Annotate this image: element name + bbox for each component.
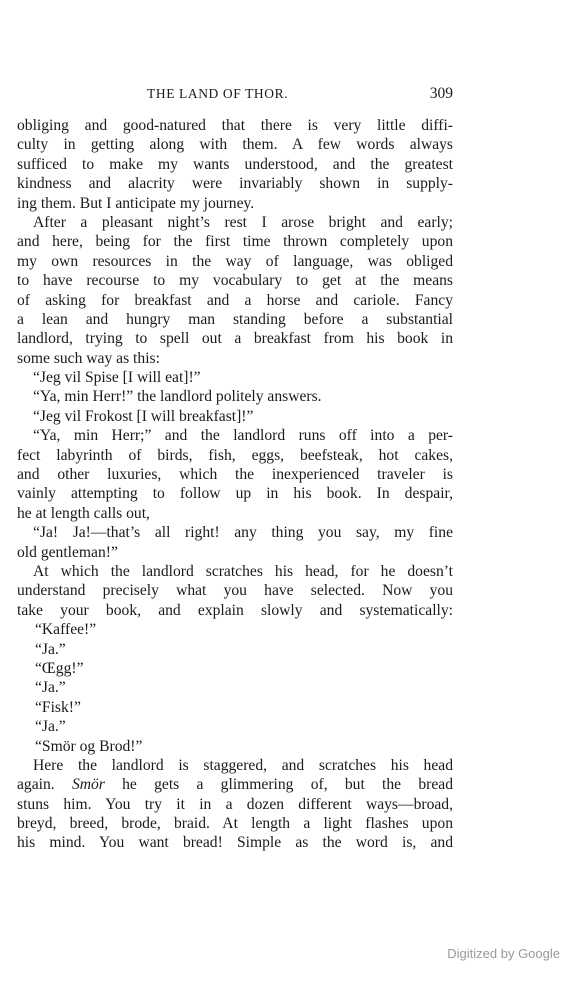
text-line: “Jeg vil Spise [I will eat]!”	[33, 369, 201, 387]
text-line: “Ja.”	[35, 718, 66, 736]
text-line: stuns him. You try it in a dozen different ways—broad,	[17, 795, 453, 813]
text-line: “Ja! Ja!—that’s all right! any thing you say, my fine	[33, 524, 453, 542]
text-line: kindness and alacrity were invariably shown in supply-	[17, 175, 453, 193]
text-line: “Ya, min Herr;” and the landlord runs off into a per-	[33, 427, 453, 445]
text-line: fect labyrinth of birds, fish, eggs, beefsteak, hot cakes,	[17, 446, 453, 464]
text-line: ing them. But I anticipate my journey.	[17, 194, 255, 212]
text-line: culty in getting along with them. A few words always	[17, 136, 453, 154]
text-line: “Ya, min Herr!” the landlord politely answers.	[33, 388, 322, 406]
text-line: old gentleman!”	[17, 543, 118, 561]
text-line: and other luxuries, which the inexperienced traveler is	[17, 466, 453, 484]
page-number: 309	[429, 85, 453, 102]
text-line: obliging and good-natured that there is very little diffi-	[17, 117, 453, 134]
text-line: At which the landlord scratches his head, for he doesn’t	[33, 562, 453, 580]
running-header	[17, 86, 453, 106]
text-line: Here the landlord is staggered, and scratches his head	[33, 756, 453, 774]
running-title: THE LAND OF THOR.	[147, 86, 289, 101]
text-line: vainly attempting to follow up in his book. In despair,	[17, 485, 453, 503]
page-body	[17, 116, 453, 853]
text-line: “Jeg vil Frokost [I will breakfast]!”	[33, 407, 254, 425]
text-line: and here, being for the first time thrown completely upon	[17, 233, 453, 251]
text-line: “Ja.”	[35, 640, 66, 658]
text-line: After a pleasant night’s rest I arose bright and early;	[33, 213, 453, 231]
text-line: he at length calls out,	[17, 504, 150, 522]
text-line: his mind. You want bread! Simple as the word is, and	[17, 834, 453, 852]
text-line: “Smör og Brod!”	[35, 737, 143, 755]
text-line: some such way as this:	[17, 349, 160, 367]
text-line: take your book, and explain slowly and systematically:	[17, 601, 453, 619]
text-line: “Œgg!”	[35, 659, 84, 677]
text-line: a lean and hungry man standing before a substantial	[17, 310, 453, 328]
text-line: again. Smör he gets a glimmering of, but the bread	[17, 776, 453, 794]
digitized-watermark: Digitized by Google	[447, 946, 560, 961]
text-line: understand precisely what you have selected. Now you	[17, 582, 453, 600]
text-line: of asking for breakfast and a horse and cariole. Fancy	[17, 291, 453, 309]
text-line: “Kaffee!”	[35, 621, 97, 639]
text-line: my own resources in the way of language, was obliged	[17, 252, 453, 270]
text-line: “Fisk!”	[35, 698, 81, 716]
text-line: sufficed to make my wants understood, and the greatest	[17, 155, 453, 173]
text-line: landlord, trying to spell out a breakfast from his book in	[17, 330, 453, 348]
text-line: breyd, breed, brode, braid. At length a light flashes upon	[17, 815, 453, 833]
text-line: to have recourse to my vocabulary to get at the means	[17, 272, 453, 290]
text-line: “Ja.”	[35, 679, 66, 697]
